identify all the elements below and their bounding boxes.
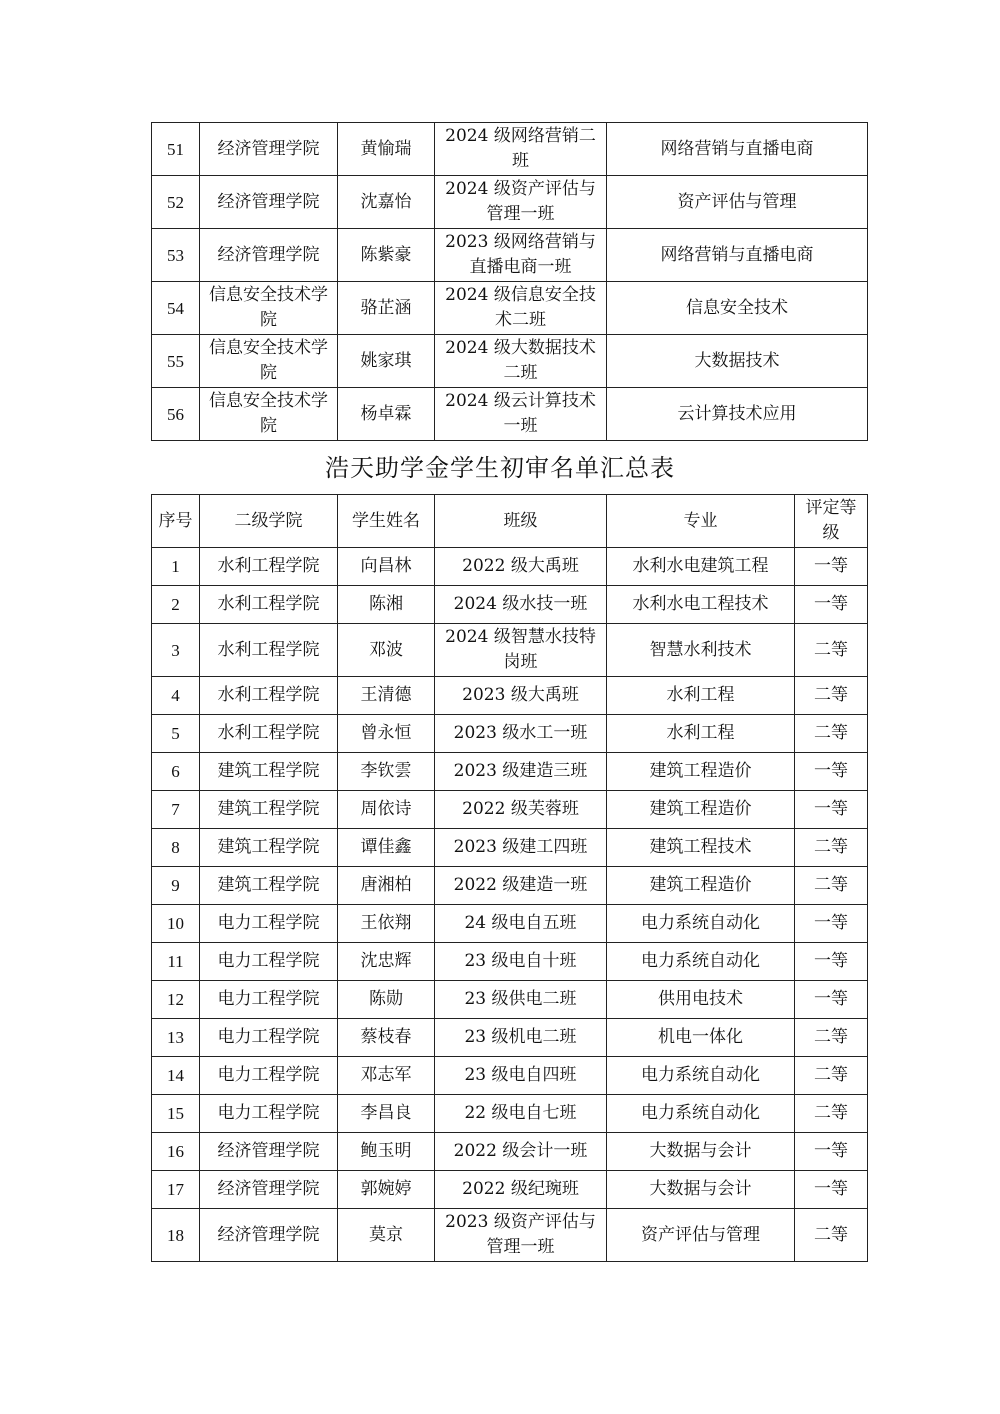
cell-grade: 一等: [795, 905, 868, 943]
cell-grade: 二等: [795, 1019, 868, 1057]
cell-no: 16: [152, 1133, 200, 1171]
cell-major: 水利水电建筑工程: [607, 548, 795, 586]
continued-student-table: [151, 122, 868, 441]
cell-college: 电力工程学院: [200, 905, 338, 943]
cell-major: 资产评估与管理: [607, 1209, 795, 1262]
cell-name: 沈忠辉: [338, 943, 435, 981]
cell-class: 22 级电自七班: [435, 1095, 607, 1133]
cell-college: 水利工程学院: [200, 715, 338, 753]
cell-college: 经济管理学院: [200, 1171, 338, 1209]
table-row: [152, 1019, 868, 1057]
table-row: [152, 282, 868, 335]
cell-name: 杨卓霖: [338, 388, 435, 441]
cell-name: 骆芷涵: [338, 282, 435, 335]
table-row: [152, 867, 868, 905]
table-row: [152, 335, 868, 388]
cell-college: 经济管理学院: [200, 1133, 338, 1171]
cell-college: 建筑工程学院: [200, 791, 338, 829]
cell-major: 资产评估与管理: [607, 176, 868, 229]
cell-name: 蔡枝春: [338, 1019, 435, 1057]
cell-college: 建筑工程学院: [200, 829, 338, 867]
cell-no: 14: [152, 1057, 200, 1095]
table-row: [152, 981, 868, 1019]
cell-grade: 二等: [795, 867, 868, 905]
cell-grade: 一等: [795, 981, 868, 1019]
cell-grade: 二等: [795, 677, 868, 715]
cell-class: 2024 级信息安全技术二班: [435, 282, 607, 335]
cell-grade: 二等: [795, 1209, 868, 1262]
cell-name: 黄愉瑞: [338, 123, 435, 176]
section-title: 浩天助学金学生初审名单汇总表: [325, 454, 675, 482]
cell-grade: 一等: [795, 1133, 868, 1171]
cell-no: 52: [152, 176, 200, 229]
cell-no: 10: [152, 905, 200, 943]
table-row: [152, 1057, 868, 1095]
table-row: [152, 548, 868, 586]
cell-grade: 一等: [795, 943, 868, 981]
cell-name: 鲍玉明: [338, 1133, 435, 1171]
header-class: 班级: [435, 495, 607, 548]
cell-class: 2024 级大数据技术二班: [435, 335, 607, 388]
cell-name: 沈嘉怡: [338, 176, 435, 229]
cell-grade: 一等: [795, 548, 868, 586]
cell-name: 陈紫豪: [338, 229, 435, 282]
cell-class: 2024 级云计算技术一班: [435, 388, 607, 441]
cell-college: 经济管理学院: [200, 176, 338, 229]
cell-major: 云计算技术应用: [607, 388, 868, 441]
cell-name: 王依翔: [338, 905, 435, 943]
cell-class: 2022 级会计一班: [435, 1133, 607, 1171]
cell-name: 李昌良: [338, 1095, 435, 1133]
cell-no: 4: [152, 677, 200, 715]
grant-list-table: [151, 494, 868, 1262]
cell-no: 7: [152, 791, 200, 829]
cell-major: 水利工程: [607, 677, 795, 715]
cell-no: 12: [152, 981, 200, 1019]
cell-name: 邓志军: [338, 1057, 435, 1095]
cell-major: 建筑工程技术: [607, 829, 795, 867]
cell-grade: 二等: [795, 624, 868, 677]
table-row: [152, 1171, 868, 1209]
cell-class: 2024 级水技一班: [435, 586, 607, 624]
cell-class: 2023 级建造三班: [435, 753, 607, 791]
cell-class: 24 级电自五班: [435, 905, 607, 943]
cell-class: 2022 级芙蓉班: [435, 791, 607, 829]
cell-class: 2024 级网络营销二班: [435, 123, 607, 176]
header-grade: 评定等级: [795, 495, 868, 548]
cell-college: 电力工程学院: [200, 1019, 338, 1057]
cell-college: 经济管理学院: [200, 1209, 338, 1262]
cell-college: 电力工程学院: [200, 1095, 338, 1133]
table-row: [152, 388, 868, 441]
table-row: [152, 1095, 868, 1133]
cell-major: 电力系统自动化: [607, 943, 795, 981]
cell-major: 智慧水利技术: [607, 624, 795, 677]
header-college: 二级学院: [200, 495, 338, 548]
cell-class: 23 级电自四班: [435, 1057, 607, 1095]
cell-grade: 一等: [795, 1171, 868, 1209]
cell-college: 信息安全技术学院: [200, 335, 338, 388]
cell-college: 电力工程学院: [200, 943, 338, 981]
cell-class: 2022 级大禹班: [435, 548, 607, 586]
cell-no: 1: [152, 548, 200, 586]
cell-name: 陈勋: [338, 981, 435, 1019]
cell-college: 电力工程学院: [200, 1057, 338, 1095]
table-header-row: [152, 495, 868, 548]
table-row: [152, 586, 868, 624]
cell-major: 信息安全技术: [607, 282, 868, 335]
cell-major: 大数据与会计: [607, 1133, 795, 1171]
cell-college: 水利工程学院: [200, 677, 338, 715]
cell-class: 2023 级网络营销与直播电商一班: [435, 229, 607, 282]
cell-no: 2: [152, 586, 200, 624]
cell-major: 网络营销与直播电商: [607, 229, 868, 282]
header-name: 学生姓名: [338, 495, 435, 548]
cell-grade: 二等: [795, 829, 868, 867]
cell-name: 王清德: [338, 677, 435, 715]
cell-name: 谭佳鑫: [338, 829, 435, 867]
cell-name: 曾永恒: [338, 715, 435, 753]
cell-class: 2023 级资产评估与管理一班: [435, 1209, 607, 1262]
cell-class: 2023 级建工四班: [435, 829, 607, 867]
cell-name: 邓波: [338, 624, 435, 677]
header-major: 专业: [607, 495, 795, 548]
cell-college: 信息安全技术学院: [200, 388, 338, 441]
cell-no: 15: [152, 1095, 200, 1133]
cell-no: 17: [152, 1171, 200, 1209]
cell-college: 信息安全技术学院: [200, 282, 338, 335]
cell-major: 网络营销与直播电商: [607, 123, 868, 176]
cell-no: 56: [152, 388, 200, 441]
cell-class: 2022 级建造一班: [435, 867, 607, 905]
table-row: [152, 176, 868, 229]
cell-no: 55: [152, 335, 200, 388]
cell-major: 电力系统自动化: [607, 905, 795, 943]
cell-class: 2023 级水工一班: [435, 715, 607, 753]
cell-grade: 二等: [795, 715, 868, 753]
cell-class: 2023 级大禹班: [435, 677, 607, 715]
cell-no: 54: [152, 282, 200, 335]
table-row: [152, 677, 868, 715]
cell-college: 建筑工程学院: [200, 867, 338, 905]
cell-no: 8: [152, 829, 200, 867]
table-row: [152, 123, 868, 176]
cell-no: 13: [152, 1019, 200, 1057]
table-row: [152, 715, 868, 753]
cell-no: 11: [152, 943, 200, 981]
cell-college: 建筑工程学院: [200, 753, 338, 791]
cell-major: 水利水电工程技术: [607, 586, 795, 624]
cell-name: 唐湘柏: [338, 867, 435, 905]
cell-major: 电力系统自动化: [607, 1095, 795, 1133]
cell-name: 周依诗: [338, 791, 435, 829]
cell-no: 5: [152, 715, 200, 753]
cell-major: 大数据技术: [607, 335, 868, 388]
table-row: [152, 829, 868, 867]
cell-major: 电力系统自动化: [607, 1057, 795, 1095]
cell-no: 6: [152, 753, 200, 791]
cell-major: 大数据与会计: [607, 1171, 795, 1209]
cell-no: 3: [152, 624, 200, 677]
cell-name: 郭婉婷: [338, 1171, 435, 1209]
cell-class: 23 级电自十班: [435, 943, 607, 981]
cell-major: 机电一体化: [607, 1019, 795, 1057]
cell-no: 53: [152, 229, 200, 282]
cell-no: 9: [152, 867, 200, 905]
cell-grade: 二等: [795, 1095, 868, 1133]
cell-major: 供用电技术: [607, 981, 795, 1019]
table-row: [152, 943, 868, 981]
table-row: [152, 1133, 868, 1171]
cell-college: 水利工程学院: [200, 586, 338, 624]
cell-class: 2024 级资产评估与管理一班: [435, 176, 607, 229]
cell-grade: 二等: [795, 1057, 868, 1095]
cell-grade: 一等: [795, 586, 868, 624]
cell-grade: 一等: [795, 791, 868, 829]
cell-no: 51: [152, 123, 200, 176]
cell-major: 水利工程: [607, 715, 795, 753]
cell-major: 建筑工程造价: [607, 867, 795, 905]
table-row: [152, 1209, 868, 1262]
cell-class: 23 级机电二班: [435, 1019, 607, 1057]
cell-class: 23 级供电二班: [435, 981, 607, 1019]
header-no: 序号: [152, 495, 200, 548]
table-row: [152, 229, 868, 282]
cell-college: 经济管理学院: [200, 229, 338, 282]
cell-class: 2022 级纪琬班: [435, 1171, 607, 1209]
cell-major: 建筑工程造价: [607, 791, 795, 829]
cell-college: 电力工程学院: [200, 981, 338, 1019]
cell-college: 经济管理学院: [200, 123, 338, 176]
cell-name: 陈湘: [338, 586, 435, 624]
table-row: [152, 624, 868, 677]
cell-name: 李钦雲: [338, 753, 435, 791]
table-row: [152, 753, 868, 791]
cell-college: 水利工程学院: [200, 548, 338, 586]
table-row: [152, 791, 868, 829]
cell-name: 向昌林: [338, 548, 435, 586]
cell-no: 18: [152, 1209, 200, 1262]
cell-major: 建筑工程造价: [607, 753, 795, 791]
cell-name: 姚家琪: [338, 335, 435, 388]
table-row: [152, 905, 868, 943]
cell-name: 莫京: [338, 1209, 435, 1262]
cell-college: 水利工程学院: [200, 624, 338, 677]
cell-grade: 一等: [795, 753, 868, 791]
cell-class: 2024 级智慧水技特岗班: [435, 624, 607, 677]
